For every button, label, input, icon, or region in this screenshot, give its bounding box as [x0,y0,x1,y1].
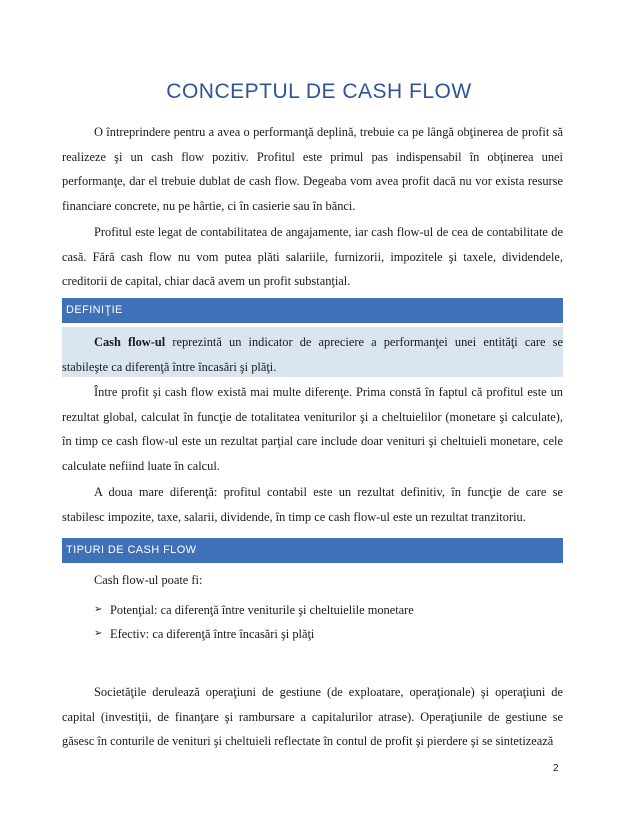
paragraph-intro: O întreprindere pentru a avea o performanţă deplină, trebuie ca pe lângă obţinerea de profit să realizeze şi un cash flow pozitiv. Profitul este primul pas indispensabil în obţinerea unei performanţe, dar el trebuie dublat de cash flow. Degeaba vom avea profit dacă nu vor exista resurse financiare concrete, nu pe hârtie, ci în casierie sau în bănci. [62,125,563,213]
page-number: 2 [553,763,559,774]
page-title: CONCEPTUL DE CASH FLOW [166,80,472,103]
arrow-bullet-icon: ➢ [94,604,103,615]
list-item-text: Efectiv: ca diferenţă între încasări şi plăţi [110,627,315,641]
section-header-definitie: DEFINIŢIE [62,298,563,323]
paragraph-operations: Societăţile derulează operaţiuni de gestiune (de exploatare, operaţionale) şi operaţiuni de capital (investiţii, de finanţare şi rambursare a capitalurilor atrase). Operaţiunile de gestiune se găsesc în conturile de venituri şi cheltuieli reflectate în contul de profit şi pierdere şi se sintetizează [62,685,563,748]
section-header-tipuri: TIPURI DE CASH FLOW [62,538,563,563]
list-item [62,598,563,622]
list-item-text: Potenţial: ca diferenţă între veniturile şi cheltuielile monetare [110,603,414,617]
definition-text: reprezintă un indicator de apreciere a performanţei unei entităţi care se stabileşte ca diferenţă între încasări şi plăţi. [62,335,563,374]
paragraph-types-intro: Cash flow-ul poate fi: [94,573,203,587]
bullet-list [62,598,563,646]
paragraph-second-difference: A doua mare diferenţă: profitul contabil este un rezultat definitiv, în funcţie de care se stabilesc impozite, taxe, salarii, dividende, în timp ce cash flow-ul este un rezultat tranzitoriu. [62,485,563,524]
paragraph-profit-vs-cashflow: Profitul este legat de contabilitatea de angajamente, iar cash flow-ul de cea de contabilitate de casă. Fără cash flow nu vom putea plăti salariile, furnizorii, impozitele şi taxele, dividendele, creditorii de capital, chiar dacă avem un profit substanţial. [62,225,563,288]
definition-paragraph [62,330,563,379]
list-item [62,622,563,646]
paragraph-first-difference: Între profit şi cash flow există mai multe diferenţe. Prima constă în faptul că profitul este un rezultat global, calculat în funcţie de totalitatea veniturilor şi a cheltuielilor (monetare şi calculate), în timp ce cash flow-ul este un rezultat parţial care include doar venituri şi cheltuieli monetare, cele calculate nefiind luate în calcul. [62,385,563,473]
arrow-bullet-icon: ➢ [94,628,103,639]
definition-term: Cash flow-ul [94,335,166,349]
